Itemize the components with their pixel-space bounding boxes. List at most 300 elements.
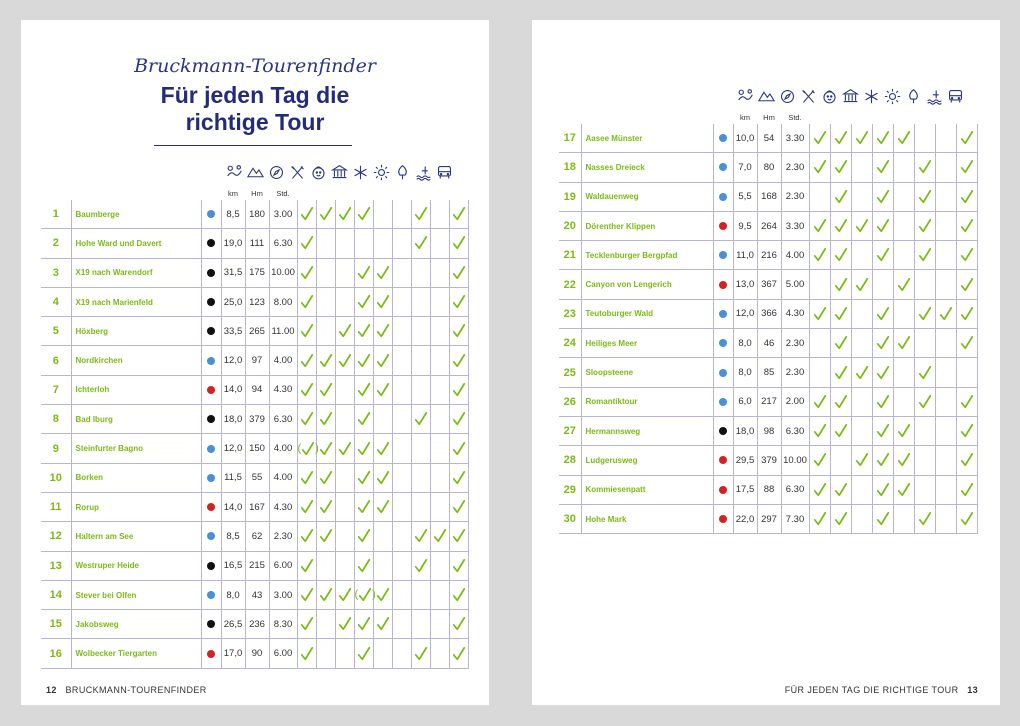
checkmark-icon <box>319 500 333 514</box>
checkmark-icon <box>452 207 466 221</box>
feature-cell <box>411 287 430 316</box>
feature-cell <box>392 639 411 668</box>
checkmark-icon <box>876 190 890 204</box>
tour-number: 25 <box>559 358 581 387</box>
feature-cell <box>316 551 335 580</box>
difficulty-dot <box>719 427 727 435</box>
difficulty-dot <box>719 281 727 289</box>
difficulty-cell <box>201 639 221 668</box>
tour-row <box>41 317 468 346</box>
feature-cell <box>430 375 449 404</box>
feature-cell <box>851 124 872 153</box>
feature-cell <box>830 153 851 182</box>
distance-km: 29,5 <box>733 446 757 475</box>
mountains-icon <box>756 88 777 105</box>
feature-cell <box>956 358 977 387</box>
feature-cell <box>411 200 430 229</box>
checkmark-icon <box>300 266 314 280</box>
feature-cell <box>316 639 335 668</box>
checkmark-icon <box>960 248 974 262</box>
tour-name: Nasses Dreieck <box>581 153 713 182</box>
tour-row <box>559 475 977 504</box>
feature-cell <box>411 580 430 609</box>
checkmark-icon <box>300 324 314 338</box>
tour-name: Ludgerusweg <box>581 446 713 475</box>
feature-cell <box>914 504 935 533</box>
feature-cell <box>297 346 316 375</box>
tour-number: 21 <box>559 241 581 270</box>
feature-cell <box>872 299 893 328</box>
checkmark-icon <box>414 412 428 426</box>
tour-row <box>41 405 468 434</box>
checkmark-icon <box>300 588 314 602</box>
feature-cell <box>935 241 956 270</box>
tour-number: 16 <box>41 639 71 668</box>
feature-cell <box>449 463 468 492</box>
feature-cell <box>449 639 468 668</box>
feature-cell <box>373 229 392 258</box>
feature-cell <box>935 182 956 211</box>
checkmark-icon <box>338 588 352 602</box>
feature-cell <box>956 182 977 211</box>
duration-std: 4.30 <box>269 375 297 404</box>
feature-cell <box>373 287 392 316</box>
tour-row <box>41 287 468 316</box>
feature-cell <box>316 492 335 521</box>
checkmark-icon <box>376 383 390 397</box>
difficulty-dot <box>719 486 727 494</box>
feature-cell <box>335 522 354 551</box>
difficulty-cell <box>713 416 733 445</box>
checkmark-icon <box>876 219 890 233</box>
feature-cell <box>335 551 354 580</box>
feature-cell <box>449 434 468 463</box>
feature-cell <box>392 375 411 404</box>
mountains-icon <box>245 164 266 181</box>
checkmark-icon <box>897 278 911 292</box>
elevation-hm: 98 <box>757 416 781 445</box>
difficulty-dot <box>207 532 215 540</box>
difficulty-cell <box>201 258 221 287</box>
difficulty-cell <box>713 329 733 358</box>
feature-cell <box>851 241 872 270</box>
feature-cell <box>872 446 893 475</box>
feature-cell <box>872 475 893 504</box>
feature-cell <box>373 405 392 434</box>
feature-cell <box>373 580 392 609</box>
tour-row <box>559 387 977 416</box>
tour-number: 5 <box>41 317 71 346</box>
difficulty-dot <box>207 210 215 218</box>
distance-km: 22,0 <box>733 504 757 533</box>
tour-number: 12 <box>41 522 71 551</box>
feature-cell <box>872 182 893 211</box>
feature-cell <box>297 522 316 551</box>
checkmark-icon <box>960 395 974 409</box>
checkmark-icon <box>918 307 932 321</box>
difficulty-cell <box>201 405 221 434</box>
feature-cell <box>430 405 449 434</box>
duration-std: 2.30 <box>781 153 809 182</box>
checkmark-icon <box>300 207 314 221</box>
tour-number: 18 <box>559 153 581 182</box>
checkmark-icon <box>813 424 827 438</box>
feature-cell <box>893 446 914 475</box>
duration-std: 5.00 <box>781 270 809 299</box>
tour-name: Bad Iburg <box>71 405 201 434</box>
tour-number: 27 <box>559 416 581 445</box>
checkmark-icon <box>357 471 371 485</box>
feature-cell <box>316 434 335 463</box>
feature-cell <box>430 580 449 609</box>
feature-cell <box>935 416 956 445</box>
checkmark-icon <box>319 471 333 485</box>
tree-icon <box>392 164 413 181</box>
elevation-hm: 55 <box>245 463 269 492</box>
elevation-hm: 180 <box>245 200 269 229</box>
checkmark-icon <box>319 207 333 221</box>
feature-cell <box>893 211 914 240</box>
checkmark-icon <box>452 529 466 543</box>
feature-cell <box>809 299 830 328</box>
distance-km: 13,0 <box>733 270 757 299</box>
km-header: km <box>228 188 238 198</box>
tour-row <box>41 580 468 609</box>
feature-cell <box>809 416 830 445</box>
difficulty-cell <box>201 346 221 375</box>
feature-cell <box>354 287 373 316</box>
feature-cell <box>354 492 373 521</box>
feature-cell <box>830 358 851 387</box>
difficulty-cell <box>713 299 733 328</box>
duration-std: 6.00 <box>269 551 297 580</box>
checkmark-icon <box>876 453 890 467</box>
feature-cell <box>851 182 872 211</box>
tour-number: 22 <box>559 270 581 299</box>
sun-icon <box>371 164 392 181</box>
difficulty-cell <box>201 610 221 639</box>
feature-cell <box>430 492 449 521</box>
checkmark-icon <box>918 395 932 409</box>
feature-cell <box>354 317 373 346</box>
difficulty-cell <box>201 317 221 346</box>
tour-name: Tecklenburger Bergpfad <box>581 241 713 270</box>
tour-number: 24 <box>559 329 581 358</box>
elevation-hm: 62 <box>245 522 269 551</box>
feature-cell <box>893 241 914 270</box>
feature-cell <box>830 211 851 240</box>
duration-std: 3.30 <box>781 124 809 153</box>
elevation-hm: 297 <box>757 504 781 533</box>
difficulty-cell <box>713 124 733 153</box>
feature-cell <box>935 358 956 387</box>
checkmark-icon <box>918 248 932 262</box>
difficulty-cell <box>713 270 733 299</box>
tour-row <box>559 329 977 358</box>
checkmark-icon <box>301 442 315 456</box>
checkmark-icon <box>834 190 848 204</box>
feature-cell <box>297 229 316 258</box>
elevation-hm: 265 <box>245 317 269 346</box>
tour-name: Baumberge <box>71 200 201 229</box>
elevation-hm: 175 <box>245 258 269 287</box>
tour-number: 20 <box>559 211 581 240</box>
feature-cell <box>872 270 893 299</box>
checkmark-icon <box>357 647 371 661</box>
tour-name: Canyon von Lengerich <box>581 270 713 299</box>
checkmark-icon <box>813 219 827 233</box>
feature-cell <box>411 492 430 521</box>
tour-row <box>41 200 468 229</box>
feature-cell <box>914 387 935 416</box>
museum-icon <box>329 164 350 181</box>
checkmark-icon <box>357 207 371 221</box>
duration-std: 8.00 <box>269 287 297 316</box>
difficulty-dot <box>719 251 727 259</box>
feature-cell <box>354 200 373 229</box>
checkmark-icon <box>300 647 314 661</box>
feature-cell <box>851 270 872 299</box>
feature-cell <box>373 346 392 375</box>
checkmark-icon <box>876 307 890 321</box>
difficulty-dot <box>719 398 727 406</box>
feature-cell <box>335 580 354 609</box>
feature-cell <box>392 580 411 609</box>
feature-cell <box>316 463 335 492</box>
tour-number: 11 <box>41 492 71 521</box>
feature-cell <box>872 211 893 240</box>
difficulty-dot <box>207 357 215 365</box>
feature-cell: ( ) <box>354 580 373 609</box>
difficulty-dot <box>719 163 727 171</box>
checkmark-icon <box>813 131 827 145</box>
tour-name: Teutoburger Wald <box>581 299 713 328</box>
checkmark-icon <box>960 160 974 174</box>
checkmark-icon <box>357 442 371 456</box>
checkmark-icon <box>918 512 932 526</box>
tour-number: 14 <box>41 580 71 609</box>
tour-name: Kommiesenpatt <box>581 475 713 504</box>
feature-cell <box>914 329 935 358</box>
difficulty-cell <box>201 229 221 258</box>
tour-name: Steinfurter Bagno <box>71 434 201 463</box>
tour-name: Jakobsweg <box>71 610 201 639</box>
feature-cell <box>935 329 956 358</box>
difficulty-dot <box>207 269 215 277</box>
feature-cell <box>830 299 851 328</box>
snowflake-icon <box>861 88 882 105</box>
feature-cell <box>851 416 872 445</box>
footer-text: FÜR JEDEN TAG DIE RICHTIGE TOUR <box>784 685 959 695</box>
food-icon <box>798 88 819 105</box>
feature-cell <box>392 200 411 229</box>
checkmark-icon <box>834 395 848 409</box>
elevation-hm: 90 <box>245 639 269 668</box>
checkmark-icon <box>376 471 390 485</box>
difficulty-dot <box>207 386 215 394</box>
checkmark-icon <box>813 512 827 526</box>
feature-cell <box>809 153 830 182</box>
distance-km: 8,0 <box>733 358 757 387</box>
feature-cell <box>392 287 411 316</box>
duration-std: 10.00 <box>781 446 809 475</box>
duration-std: 4.00 <box>269 434 297 463</box>
distance-km: 25,0 <box>221 287 245 316</box>
feature-cell <box>809 329 830 358</box>
tree-icon <box>903 88 924 105</box>
feature-cell <box>830 241 851 270</box>
feature-cell <box>935 387 956 416</box>
checkmark-icon <box>338 354 352 368</box>
feature-cell <box>449 405 468 434</box>
checkmark-icon <box>813 307 827 321</box>
tour-name: X19 nach Marienfeld <box>71 287 201 316</box>
checkmark-icon <box>918 160 932 174</box>
feature-cell <box>411 258 430 287</box>
distance-km: 31,5 <box>221 258 245 287</box>
page-title-line-2: richtige Tour <box>185 109 325 135</box>
tour-row <box>41 258 468 287</box>
feature-cell <box>354 405 373 434</box>
checkmark-icon <box>452 617 466 631</box>
checkmark-icon <box>855 366 869 380</box>
feature-cell <box>354 229 373 258</box>
feature-cell <box>411 229 430 258</box>
km-header: km <box>740 112 750 122</box>
checkmark-icon <box>855 278 869 292</box>
distance-km: 14,0 <box>221 375 245 404</box>
hm-header: Hm <box>763 112 775 122</box>
feature-cell <box>392 258 411 287</box>
feature-cell <box>830 270 851 299</box>
difficulty-dot <box>719 456 727 464</box>
feature-cell <box>935 124 956 153</box>
checkmark-icon <box>452 500 466 514</box>
difficulty-dot <box>719 222 727 230</box>
feature-cell <box>354 258 373 287</box>
feature-cell <box>914 124 935 153</box>
distance-km: 8,5 <box>221 522 245 551</box>
difficulty-cell <box>201 580 221 609</box>
checkmark-icon <box>960 453 974 467</box>
feature-cell <box>449 229 468 258</box>
difficulty-cell <box>713 504 733 533</box>
feature-cell <box>830 446 851 475</box>
table-header-row <box>559 110 977 124</box>
feature-cell <box>297 463 316 492</box>
checkmark-icon <box>300 500 314 514</box>
distance-km: 5,5 <box>733 182 757 211</box>
feature-cell <box>872 416 893 445</box>
checkmark-icon <box>452 647 466 661</box>
feature-cell <box>893 153 914 182</box>
feature-cell <box>411 610 430 639</box>
feature-cell <box>956 504 977 533</box>
difficulty-cell <box>201 463 221 492</box>
feature-cell <box>956 211 977 240</box>
difficulty-cell <box>713 446 733 475</box>
tour-row <box>41 346 468 375</box>
difficulty-cell <box>713 475 733 504</box>
swimming-icon <box>924 88 945 105</box>
feature-cell <box>914 241 935 270</box>
tour-name: Waldauenweg <box>581 182 713 211</box>
checkmark-icon <box>319 442 333 456</box>
feature-cell <box>956 475 977 504</box>
checkmark-icon <box>834 336 848 350</box>
duration-std: 6.30 <box>781 416 809 445</box>
checkmark-icon <box>376 324 390 338</box>
checkmark-icon <box>338 442 352 456</box>
checkmark-icon <box>918 366 932 380</box>
difficulty-dot <box>207 239 215 247</box>
distance-km: 17,5 <box>733 475 757 504</box>
feature-cell <box>335 229 354 258</box>
tour-name: Wolbecker Tiergarten <box>71 639 201 668</box>
feature-cell <box>430 639 449 668</box>
checkmark-icon <box>376 354 390 368</box>
distance-km: 14,0 <box>221 492 245 521</box>
feature-cell <box>449 346 468 375</box>
duration-std: 2.00 <box>781 387 809 416</box>
checkmark-icon <box>960 424 974 438</box>
feature-cell <box>935 299 956 328</box>
feature-cell <box>316 522 335 551</box>
tour-row <box>559 124 977 153</box>
distance-km: 8,0 <box>733 329 757 358</box>
checkmark-icon <box>452 471 466 485</box>
difficulty-dot <box>719 369 727 377</box>
feature-cell <box>809 241 830 270</box>
distance-km: 26,5 <box>221 610 245 639</box>
museum-icon <box>840 88 861 105</box>
checkmark-icon <box>376 500 390 514</box>
duration-std: 3.00 <box>269 580 297 609</box>
checkmark-icon <box>834 248 848 262</box>
checkmark-icon <box>960 336 974 350</box>
feature-cell <box>335 375 354 404</box>
tour-row <box>41 610 468 639</box>
duration-std: 4.00 <box>269 463 297 492</box>
checkmark-icon <box>452 559 466 573</box>
feature-cell <box>893 416 914 445</box>
duration-std: 6.30 <box>781 475 809 504</box>
elevation-hm: 123 <box>245 287 269 316</box>
duration-std: 4.30 <box>269 492 297 521</box>
checkmark-icon <box>855 453 869 467</box>
right-page <box>532 20 1000 705</box>
feature-cell <box>297 639 316 668</box>
feature-cell <box>373 317 392 346</box>
checkmark-icon <box>376 588 390 602</box>
feature-cell <box>935 211 956 240</box>
checkmark-icon <box>452 383 466 397</box>
feature-cell <box>297 405 316 434</box>
feature-cell <box>956 124 977 153</box>
feature-cell <box>830 329 851 358</box>
feature-cell <box>297 610 316 639</box>
feature-cell <box>373 522 392 551</box>
feature-cell <box>851 358 872 387</box>
feature-cell <box>297 580 316 609</box>
feature-cell <box>914 182 935 211</box>
checkmark-icon <box>876 366 890 380</box>
tour-table-left <box>41 186 469 669</box>
checkmark-icon <box>834 483 848 497</box>
feature-cell <box>956 241 977 270</box>
checkmark-icon <box>960 483 974 497</box>
tour-row <box>559 416 977 445</box>
